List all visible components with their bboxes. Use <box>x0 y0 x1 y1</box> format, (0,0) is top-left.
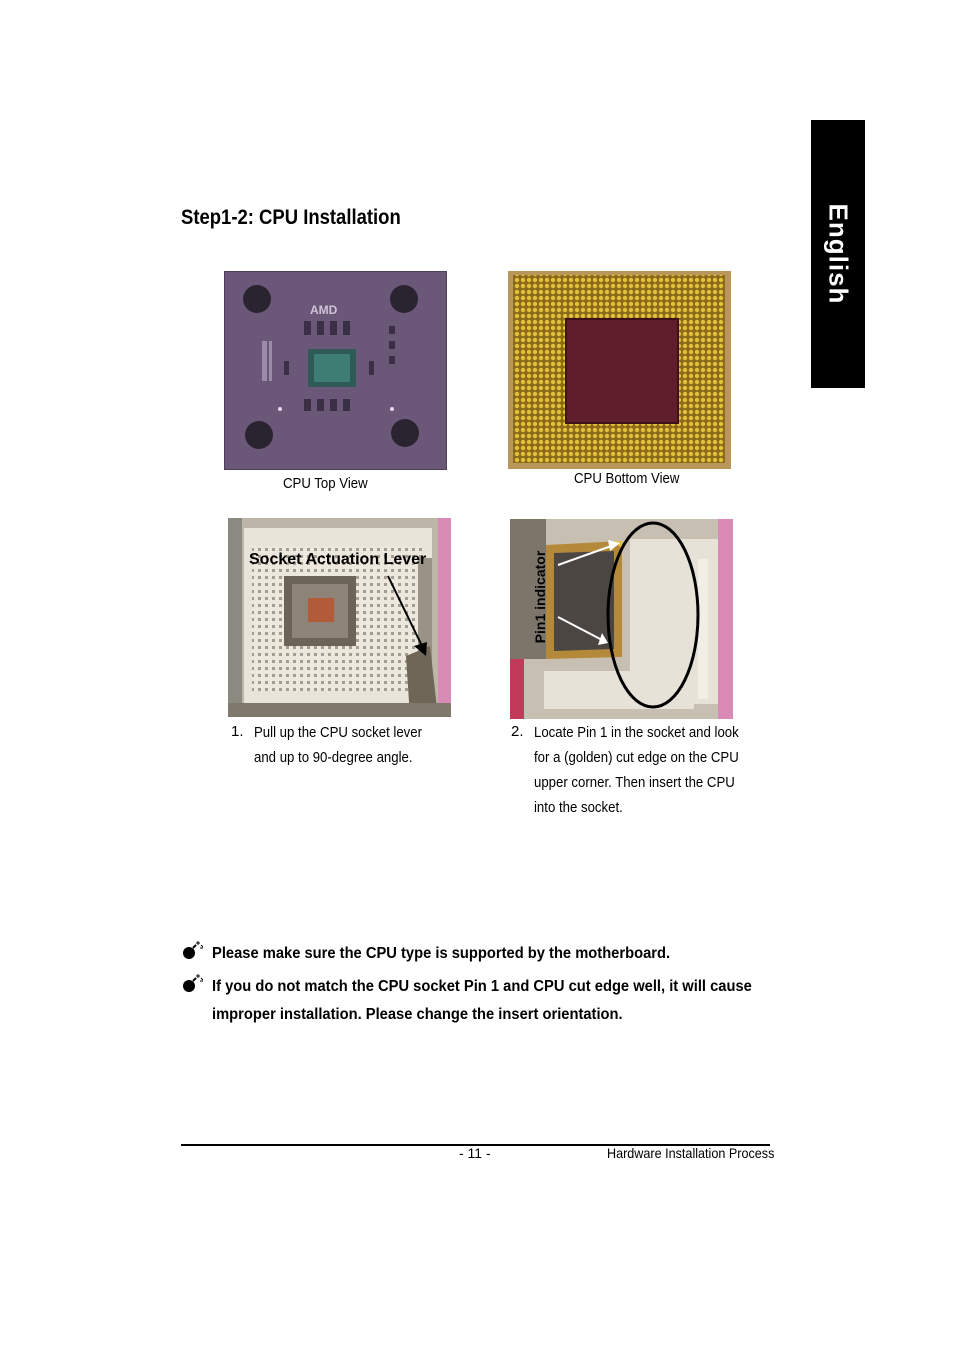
section-title: Step1-2: CPU Installation <box>181 206 401 229</box>
note-2 <box>181 973 781 1033</box>
step-1-line: Pull up the CPU socket lever <box>254 724 423 741</box>
cpu-bottom-view-caption: CPU Bottom View <box>574 470 680 487</box>
socket-lever-label: Socket Actuation Lever <box>249 551 427 568</box>
note-2-line: If you do not match the CPU socket Pin 1 and CPU cut edge well, it will cause <box>212 978 752 995</box>
cpu-top-view-photo <box>224 271 447 470</box>
step-2-line: into the socket. <box>534 799 623 816</box>
pin1-indicator-photo <box>510 519 733 719</box>
note-1-line: Please make sure the CPU type is supported by the motherboard. <box>212 945 671 962</box>
page-number: - 11 - <box>459 1145 491 1161</box>
note-2-text <box>212 973 752 1029</box>
socket-lever-photo <box>228 518 451 717</box>
step-1-line: and up to 90-degree angle. <box>254 749 413 766</box>
bomb-icon <box>181 974 203 994</box>
cpu-logo: AMD <box>310 303 338 317</box>
step-2-text <box>534 720 739 820</box>
cpu-top-view-caption: CPU Top View <box>283 475 368 492</box>
cpu-bottom-view-photo <box>508 271 731 469</box>
pin1-indicator-label: Pin1 indicator <box>532 550 548 644</box>
step-1-number: 1. <box>231 723 244 740</box>
note-2-line: improper installation. Please change the insert orientation. <box>212 1006 623 1023</box>
language-tab-label: English <box>823 203 854 305</box>
language-tab <box>811 120 865 388</box>
step-1-text <box>254 720 422 770</box>
note-1-text <box>212 940 670 968</box>
step-2-line: for a (golden) cut edge on the CPU <box>534 749 739 766</box>
step-2-line: Locate Pin 1 in the socket and look <box>534 724 739 741</box>
step-2-number: 2. <box>511 723 524 740</box>
footer-title: Hardware Installation Process <box>607 1145 775 1161</box>
step-2-line: upper corner. Then insert the CPU <box>534 774 735 791</box>
note-1 <box>181 940 781 970</box>
bomb-icon <box>181 941 203 961</box>
